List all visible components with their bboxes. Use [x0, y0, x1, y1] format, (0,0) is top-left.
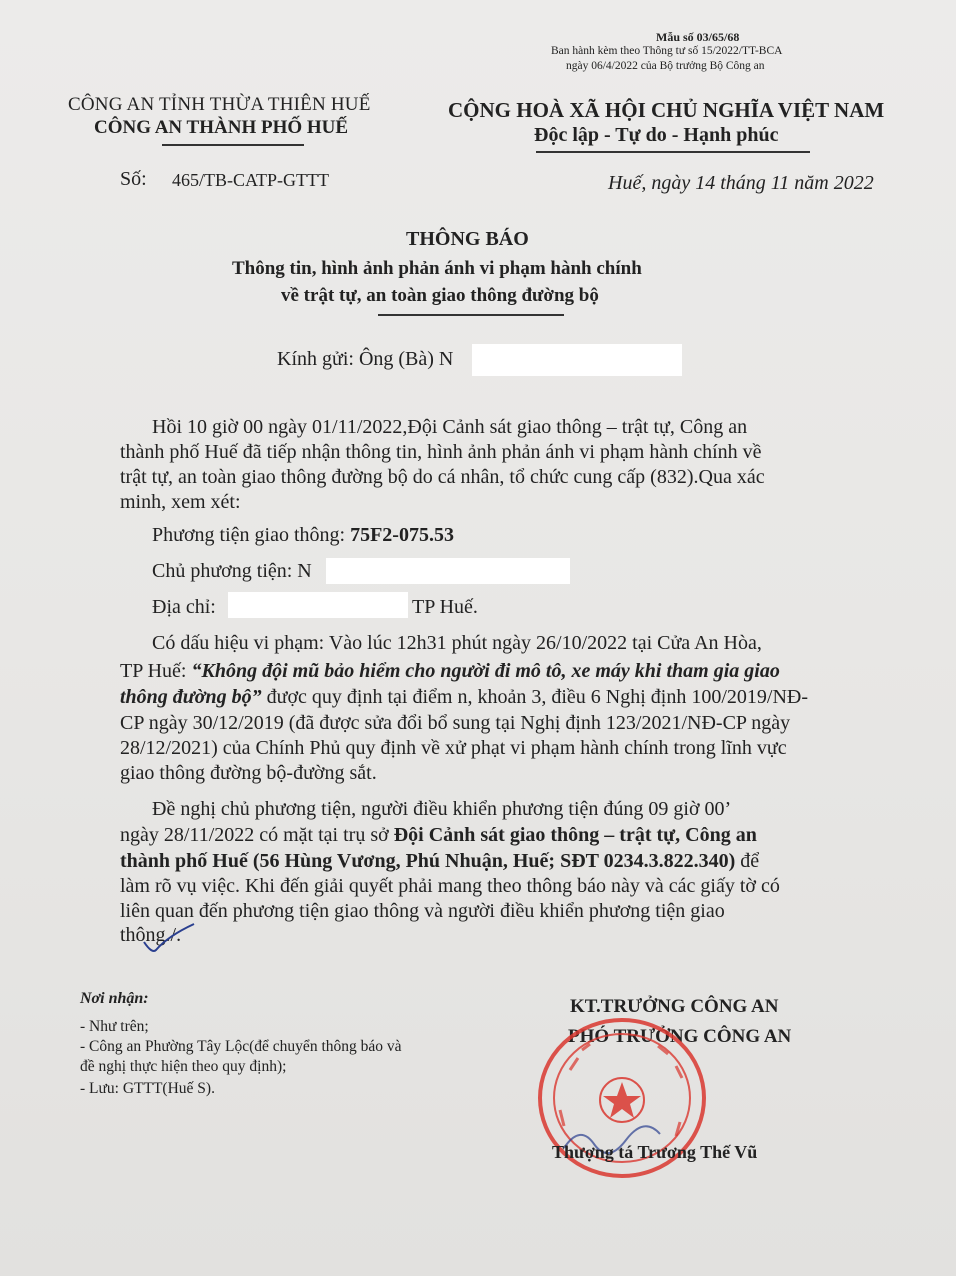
para1-line: Hồi 10 giờ 00 ngày 01/11/2022,Đội Cảnh sát giao thông – trật tự, Công an [152, 416, 748, 438]
violation-line: Có dấu hiệu vi phạm: Vào lúc 12h31 phút ngày 26/10/2022 tại Cửa An Hòa, [152, 632, 762, 654]
vehicle-plate: 75F2-075.53 [350, 524, 454, 546]
nation-name: CỘNG HOÀ XÃ HỘI CHỦ NGHĨA VIỆT NAM [448, 98, 885, 122]
address-tail: TP Huế. [412, 596, 478, 618]
violation-quote: “Không đội mũ bảo hiểm cho người đi mô tô, xe máy khi tham gia giao [191, 660, 780, 682]
signature-title-2: PHÓ TRƯỞNG CÔNG AN [568, 1026, 792, 1047]
redaction-box [472, 344, 682, 376]
org-name: CÔNG AN THÀNH PHỐ HUẾ [94, 117, 349, 138]
address-label: Địa chỉ: [152, 596, 216, 618]
doc-number-value: 465/TB-CATP-GTTT [172, 170, 329, 190]
para1-line: thành phố Huế đã tiếp nhận thông tin, hình ảnh phản ánh vi phạm hành chính về [120, 441, 762, 463]
redaction-box [326, 558, 570, 584]
para1-line: minh, xem xét: [120, 491, 241, 513]
vehicle-line [152, 522, 454, 549]
motto-underline [536, 151, 810, 153]
vehicle-label: Phương tiện giao thông: [152, 524, 351, 546]
doc-title: THÔNG BÁO [406, 228, 529, 250]
recipients-title: Nơi nhận: [80, 990, 149, 1007]
org-underline [162, 144, 304, 146]
title-underline [378, 314, 564, 316]
place-date: Huế, ngày 14 tháng 11 năm 2022 [608, 172, 874, 194]
request-to: để [735, 850, 760, 872]
request-address: thành phố Huế (56 Hùng Vương, Phú Nhuận, Huế; SĐT 0234.3.822.340) [120, 850, 736, 872]
request-line [120, 848, 759, 875]
violation-line: giao thông đường bộ-đường sắt. [120, 762, 377, 784]
redaction-box [228, 592, 408, 618]
request-line: làm rõ vụ việc. Khi đến giải quyết phải mang theo thông báo này và các giấy tờ có [120, 875, 780, 897]
request-line: thông./. [120, 924, 182, 946]
recipient-item: đề nghị thực hiện theo quy định); [80, 1058, 287, 1075]
addressee: Kính gửi: Ông (Bà) N [277, 348, 454, 370]
checkmark-icon [138, 920, 198, 960]
form-issued-line1: Ban hành kèm theo Thông tư số 15/2022/TT-BCA [551, 45, 783, 57]
recipient-item: - Như trên; [80, 1018, 149, 1035]
doc-subtitle-2: về trật tự, an toàn giao thông đường bộ [281, 285, 599, 306]
violation-line [120, 658, 780, 685]
request-line [120, 822, 757, 849]
request-line: liên quan đến phương tiện giao thông và người điều khiển phương tiện giao [120, 900, 725, 922]
nation-motto: Độc lập - Tự do - Hạnh phúc [534, 124, 779, 146]
org-parent: CÔNG AN TỈNH THỪA THIÊN HUẾ [68, 94, 371, 115]
doc-number-label: Số: [120, 168, 147, 190]
owner-label: Chủ phương tiện: N [152, 560, 312, 582]
request-date: ngày 28/11/2022 có mặt tại trụ sở [120, 824, 394, 846]
form-issued-line2: ngày 06/4/2022 của Bộ trưởng Bộ Công an [566, 60, 765, 72]
para1-line: trật tự, an toàn giao thông đường bộ do cá nhân, tổ chức cung cấp (832).Qua xác [120, 466, 765, 488]
violation-place: TP Huế: [120, 660, 192, 682]
violation-line [120, 684, 808, 711]
signature-title-1: KT.TRƯỞNG CÔNG AN [570, 996, 779, 1017]
violation-quote-end: thông đường bộ” [120, 686, 262, 708]
doc-subtitle-1: Thông tin, hình ảnh phản ánh vi phạm hành chính [232, 258, 642, 279]
form-number: Mẫu số 03/65/68 [656, 30, 740, 44]
official-seal-icon [530, 1010, 720, 1190]
signer-name: Thượng tá Trương Thế Vũ [552, 1142, 758, 1162]
recipient-item: - Công an Phường Tây Lộc(để chuyển thông báo và [80, 1038, 402, 1055]
violation-line: CP ngày 30/12/2019 (đã được sửa đổi bổ sung tại Nghị định 123/2021/NĐ-CP ngày [120, 712, 791, 734]
violation-line: 28/12/2021) của Chính Phủ quy định về xử phạt vi phạm hành chính trong lĩnh vực [120, 737, 787, 759]
request-line: Đề nghị chủ phương tiện, người điều khiển phương tiện đúng 09 giờ 00’ [152, 798, 732, 820]
recipient-item: - Lưu: GTTT(Huế S). [80, 1080, 215, 1097]
violation-reg: được quy định tại điểm n, khoản 3, điều 6 Nghị định 100/2019/NĐ- [261, 686, 808, 708]
request-office: Đội Cảnh sát giao thông – trật tự, Công an [393, 824, 757, 846]
